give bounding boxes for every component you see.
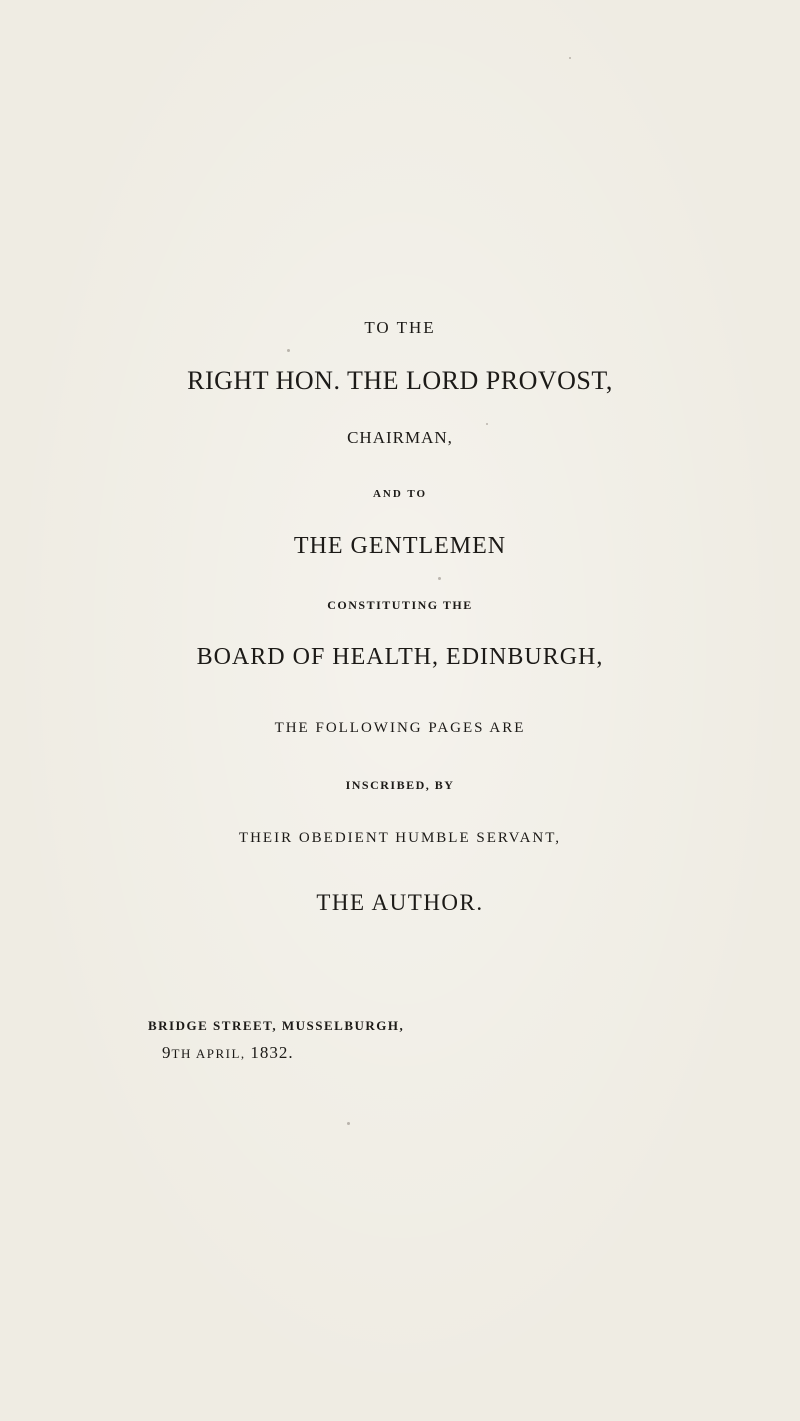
paper-speck [569, 57, 571, 59]
and-to-line: AND TO [372, 488, 428, 500]
date-day: 9 [162, 1043, 172, 1062]
paper-speck [347, 1122, 350, 1125]
to-the-line: TO THE [364, 318, 436, 337]
paper-speck [287, 349, 290, 352]
author-line: THE AUTHOR. [316, 890, 484, 915]
constituting-line: CONSTITUTING THE [327, 598, 473, 612]
address-line: BRIDGE STREET, MUSSELBURGH, [148, 1018, 405, 1033]
following-pages-line: THE FOLLOWING PAGES ARE [274, 720, 526, 736]
inscribed-line: INSCRIBED, BY [345, 778, 455, 792]
obedient-servant-line: THEIR OBEDIENT HUMBLE SERVANT, [238, 830, 562, 846]
date-year: 1832. [250, 1043, 294, 1062]
chairman-line: CHAIRMAN, [347, 428, 453, 447]
paper-speck [438, 577, 441, 580]
date-line [162, 1043, 294, 1063]
board-of-health-line: BOARD OF HEALTH, EDINBURGH, [196, 644, 604, 670]
lord-provost-line: RIGHT HON. THE LORD PROVOST, [187, 366, 613, 395]
paper-speck [486, 423, 488, 425]
gentlemen-line: THE GENTLEMEN [293, 533, 507, 559]
date-suffix: TH APRIL, [171, 1046, 251, 1061]
